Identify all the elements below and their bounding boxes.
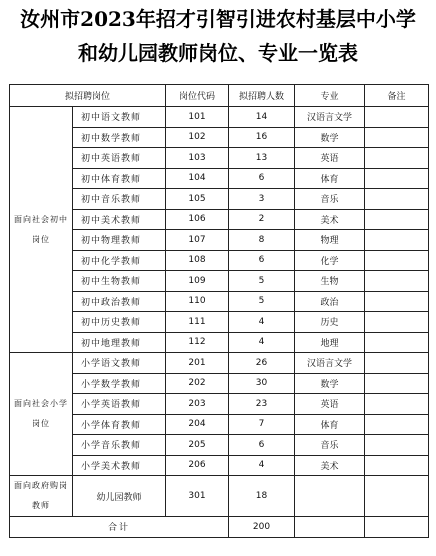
count-cell: 30 <box>229 373 295 394</box>
major-cell: 美术 <box>295 209 365 230</box>
code-cell: 301 <box>166 476 229 517</box>
total-row <box>10 517 429 538</box>
major-cell: 英语 <box>295 148 365 169</box>
position-cell: 初中物理教师 <box>73 230 166 251</box>
major-cell: 美术 <box>295 455 365 476</box>
position-cell: 初中生物教师 <box>73 271 166 292</box>
code-cell: 104 <box>166 168 229 189</box>
note-cell <box>365 127 429 148</box>
count-cell: 4 <box>229 455 295 476</box>
major-cell: 英语 <box>295 394 365 415</box>
position-cell: 初中美术教师 <box>73 209 166 230</box>
table-row <box>10 230 429 251</box>
table-row <box>10 414 429 435</box>
category-cell: 面向社会小学岗位 <box>10 353 73 476</box>
code-cell: 111 <box>166 312 229 333</box>
major-cell: 数学 <box>295 373 365 394</box>
position-cell: 初中政治教师 <box>73 291 166 312</box>
table-row <box>10 373 429 394</box>
count-cell: 4 <box>229 312 295 333</box>
position-cell: 小学美术教师 <box>73 455 166 476</box>
note-cell <box>365 476 429 517</box>
header-position: 拟招聘岗位 <box>10 85 166 107</box>
note-cell <box>365 312 429 333</box>
major-cell: 数学 <box>295 127 365 148</box>
note-cell <box>365 271 429 292</box>
table-row <box>10 476 429 517</box>
count-cell: 18 <box>229 476 295 517</box>
position-cell: 初中化学教师 <box>73 250 166 271</box>
code-cell: 202 <box>166 373 229 394</box>
table-row <box>10 435 429 456</box>
code-cell: 112 <box>166 332 229 353</box>
note-cell <box>365 291 429 312</box>
code-cell: 101 <box>166 107 229 128</box>
major-cell: 音乐 <box>295 189 365 210</box>
count-cell: 13 <box>229 148 295 169</box>
position-cell: 初中地理教师 <box>73 332 166 353</box>
position-cell: 小学音乐教师 <box>73 435 166 456</box>
position-cell: 幼儿园教师 <box>73 476 166 517</box>
count-cell: 5 <box>229 291 295 312</box>
count-cell: 7 <box>229 414 295 435</box>
table-row <box>10 250 429 271</box>
code-cell: 201 <box>166 353 229 374</box>
position-cell: 小学语文教师 <box>73 353 166 374</box>
position-cell: 初中英语教师 <box>73 148 166 169</box>
note-cell <box>365 230 429 251</box>
note-cell <box>365 148 429 169</box>
table-row <box>10 209 429 230</box>
code-cell: 203 <box>166 394 229 415</box>
major-cell: 地理 <box>295 332 365 353</box>
code-cell: 108 <box>166 250 229 271</box>
header-code: 岗位代码 <box>166 85 229 107</box>
code-cell: 103 <box>166 148 229 169</box>
position-cell: 初中体育教师 <box>73 168 166 189</box>
code-cell: 102 <box>166 127 229 148</box>
table-row <box>10 312 429 333</box>
table-row <box>10 332 429 353</box>
major-cell: 政治 <box>295 291 365 312</box>
note-cell <box>365 332 429 353</box>
note-cell <box>365 353 429 374</box>
category-cell: 面向社会初中岗位 <box>10 107 73 353</box>
code-cell: 205 <box>166 435 229 456</box>
count-cell: 6 <box>229 435 295 456</box>
table-row <box>10 455 429 476</box>
note-cell <box>365 373 429 394</box>
table-row <box>10 291 429 312</box>
note-cell <box>365 414 429 435</box>
position-cell: 初中音乐教师 <box>73 189 166 210</box>
major-cell: 生物 <box>295 271 365 292</box>
position-cell: 小学英语教师 <box>73 394 166 415</box>
code-cell: 109 <box>166 271 229 292</box>
count-cell: 3 <box>229 189 295 210</box>
table-row <box>10 394 429 415</box>
positions-table <box>9 84 429 538</box>
major-cell: 历史 <box>295 312 365 333</box>
header-note: 备注 <box>365 85 429 107</box>
table-row <box>10 127 429 148</box>
table-row <box>10 189 429 210</box>
header-major: 专业 <box>295 85 365 107</box>
major-cell: 汉语言文学 <box>295 107 365 128</box>
note-cell <box>365 107 429 128</box>
position-cell: 初中语文教师 <box>73 107 166 128</box>
total-count: 200 <box>229 517 295 538</box>
count-cell: 14 <box>229 107 295 128</box>
major-cell: 物理 <box>295 230 365 251</box>
table-row <box>10 107 429 128</box>
count-cell: 2 <box>229 209 295 230</box>
page-title-line-1: 汝州市2023年招才引智引进农村基层中小学 <box>20 7 416 31</box>
code-cell: 110 <box>166 291 229 312</box>
count-cell: 4 <box>229 332 295 353</box>
category-cell: 面向政府购岗教师 <box>10 476 73 517</box>
table-row <box>10 168 429 189</box>
major-cell: 化学 <box>295 250 365 271</box>
note-cell <box>365 209 429 230</box>
count-cell: 6 <box>229 250 295 271</box>
position-cell: 初中历史教师 <box>73 312 166 333</box>
table-body <box>10 107 429 538</box>
note-cell <box>365 168 429 189</box>
header-count: 拟招聘人数 <box>229 85 295 107</box>
count-cell: 23 <box>229 394 295 415</box>
note-cell <box>365 455 429 476</box>
page-title-line-2: 和幼儿园教师岗位、专业一览表 <box>78 41 358 65</box>
note-cell <box>365 394 429 415</box>
position-cell: 小学数学教师 <box>73 373 166 394</box>
code-cell: 106 <box>166 209 229 230</box>
position-cell: 初中数学教师 <box>73 127 166 148</box>
major-cell <box>295 476 365 517</box>
major-cell: 体育 <box>295 414 365 435</box>
note-cell <box>365 435 429 456</box>
code-cell: 206 <box>166 455 229 476</box>
table-header-row <box>10 85 429 107</box>
total-label: 合计 <box>10 517 229 538</box>
count-cell: 16 <box>229 127 295 148</box>
count-cell: 5 <box>229 271 295 292</box>
code-cell: 105 <box>166 189 229 210</box>
count-cell: 8 <box>229 230 295 251</box>
total-note-empty <box>365 517 429 538</box>
major-cell: 音乐 <box>295 435 365 456</box>
major-cell: 体育 <box>295 168 365 189</box>
count-cell: 6 <box>229 168 295 189</box>
note-cell <box>365 189 429 210</box>
table-row <box>10 271 429 292</box>
position-cell: 小学体育教师 <box>73 414 166 435</box>
table-row <box>10 148 429 169</box>
code-cell: 204 <box>166 414 229 435</box>
code-cell: 107 <box>166 230 229 251</box>
total-major-empty <box>295 517 365 538</box>
note-cell <box>365 250 429 271</box>
table-row <box>10 353 429 374</box>
major-cell: 汉语言文学 <box>295 353 365 374</box>
count-cell: 26 <box>229 353 295 374</box>
